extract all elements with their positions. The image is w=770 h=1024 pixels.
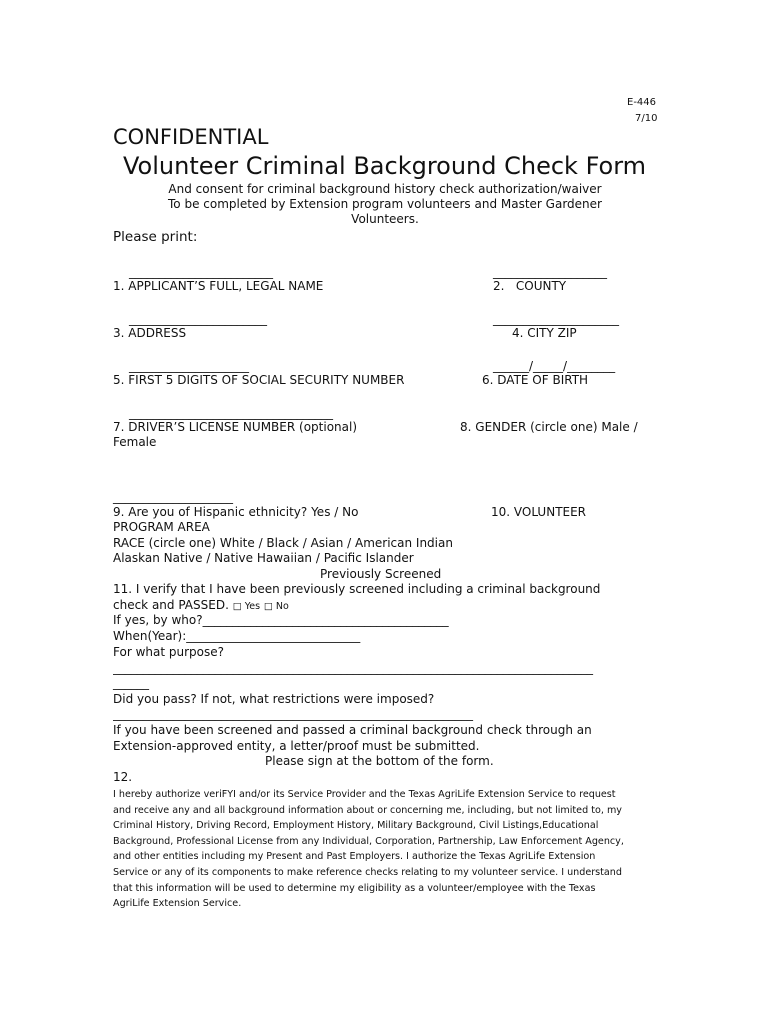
city-zip-label: 4. CITY ZIP xyxy=(512,326,577,340)
county-label: 2. COUNTY xyxy=(493,279,567,293)
authorization-line: and receive any and all background information about or concerning me, including, but not limited to, my xyxy=(113,804,622,816)
form-title: Volunteer Criminal Background Check Form xyxy=(123,152,647,180)
checkbox-icon: □ xyxy=(263,601,273,612)
no-checkbox[interactable] xyxy=(264,601,289,612)
form-code: E-446 xyxy=(627,97,657,108)
no-label: No xyxy=(272,601,289,612)
ssn-label: 5. FIRST 5 DIGITS OF SOCIAL SECURITY NUMBER xyxy=(113,373,405,387)
proof-line-2: Extension-approved entity, a letter/proof must be submitted. xyxy=(113,739,480,753)
yes-label: Yes xyxy=(241,601,261,612)
county-blank[interactable]: ___________________ xyxy=(493,265,607,279)
authorization-line: Criminal History, Driving Record, Employment History, Military Background, Civil Listings,Educational xyxy=(113,820,599,832)
proof-line-1: If you have been screened and passed a criminal background check through an xyxy=(113,723,592,737)
city-zip-blank[interactable]: _____________________ xyxy=(493,312,619,326)
sign-instruction: Please sign at the bottom of the form. xyxy=(265,754,494,768)
drivers-license-blank[interactable]: __________________________________ xyxy=(129,406,333,420)
name-label: 1. APPLICANT’S FULL, LEGAL NAME xyxy=(113,279,324,293)
authorization-line: Service or any of its components to make reference checks relating to my volunteer service. I understand xyxy=(113,866,622,878)
volunteer-label: 10. VOLUNTEER xyxy=(491,505,587,519)
address-label: 3. ADDRESS xyxy=(113,326,187,340)
hispanic-label: 9. Are you of Hispanic ethnicity? Yes / No xyxy=(113,505,359,519)
verify-line-2 xyxy=(113,598,289,614)
race-line-1: RACE (circle one) White / Black / Asian / American Indian xyxy=(113,536,453,550)
purpose-line-continued[interactable]: ______ xyxy=(113,676,149,690)
yes-checkbox[interactable] xyxy=(233,601,260,612)
gender-female: Female xyxy=(113,435,157,449)
hispanic-blank[interactable]: ____________________ xyxy=(113,490,233,504)
authorization-line: Background, Professional License from any Individual, Corporation, Partnership, Law Enforcement Agency, xyxy=(113,835,624,847)
form-date: 7/10 xyxy=(635,113,658,124)
purpose-label: For what purpose? xyxy=(113,645,224,659)
please-print: Please print: xyxy=(113,229,198,245)
did-pass-label: Did you pass? If not, what restrictions were imposed? xyxy=(113,692,435,706)
confidential-heading: CONFIDENTIAL xyxy=(113,125,269,149)
name-blank[interactable]: ________________________ xyxy=(129,265,273,279)
purpose-line[interactable]: ________________________________________________________________________________ xyxy=(113,661,593,675)
subtitle-line-2: To be completed by Extension program volunteers and Master Gardener xyxy=(168,197,602,211)
address-blank[interactable]: _______________________ xyxy=(129,312,267,326)
gender-label: 8. GENDER (circle one) Male / xyxy=(460,420,638,434)
authorization-line: and other entities including my Present and Past Employers. I authorize the Texas AgriLife Extension xyxy=(113,851,596,863)
authorization-line: I hereby authorize veriFYI and/or its Service Provider and the Texas AgriLife Extension Service to request xyxy=(113,789,616,800)
subtitle-line-1: And consent for criminal background history check authorization/waiver xyxy=(168,182,602,196)
program-area-label: PROGRAM AREA xyxy=(113,520,210,534)
authorization-line: AgriLife Extension Service. xyxy=(113,898,242,910)
authorization-text xyxy=(113,787,624,912)
verify-line-1: 11. I verify that I have been previously screened including a criminal background xyxy=(113,582,601,596)
authorization-line: that this information will be used to determine my eligibility as a volunteer/employee with the Texas xyxy=(113,882,596,894)
dob-label: 6. DATE OF BIRTH xyxy=(482,373,589,387)
authorization-number: 12. xyxy=(113,770,133,784)
previously-screened-heading: Previously Screened xyxy=(320,567,442,581)
restrictions-line[interactable]: ____________________________________________________________ xyxy=(113,707,473,721)
drivers-license-label: 7. DRIVER’S LICENSE NUMBER (optional) xyxy=(113,420,358,434)
by-who-field[interactable]: If yes, by who?_________________________________________ xyxy=(113,613,449,627)
checkbox-icon: □ xyxy=(232,601,242,612)
verify-text: check and PASSED. xyxy=(113,598,229,612)
subtitle-line-3: Volunteers. xyxy=(351,212,419,226)
dob-blank[interactable]: ______/_____/________ xyxy=(493,359,616,373)
ssn-blank[interactable]: ____________________ xyxy=(129,359,249,373)
when-year-field[interactable]: When(Year):_____________________________ xyxy=(113,629,361,643)
race-line-2: Alaskan Native / Native Hawaiian / Pacific Islander xyxy=(113,551,414,565)
